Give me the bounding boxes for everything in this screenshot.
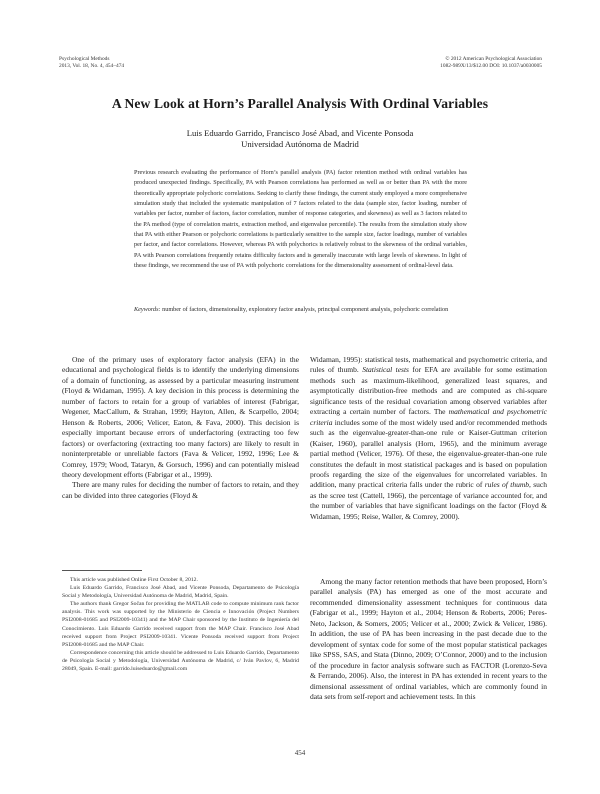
body-column-left [62, 355, 299, 501]
page-number: 454 [294, 749, 306, 757]
footnote: This article was published Online First October 8, 2012. [70, 577, 198, 583]
body-text: , such as the scree test (Cattell, 1966), the percentage of variance accounted for, and the number of variables that have significant loadings on the factor (Floyd & Widaman, 1995; Reise, Waller, & Comrey, 2000). [310, 480, 547, 521]
doi-line: 1082-989X/13/$12.00 DOI: 10.1037/a0030005 [440, 63, 542, 69]
author-names: Luis Eduardo Garrido, Francisco José Abad, and Vicente Ponsoda [186, 128, 414, 138]
body-paragraph: There are many rules for deciding the number of factors to retain, and they can be divided into three categories (Floyd & [62, 480, 299, 500]
journal-volume: 2013, Vol. 18, No. 4, 454–474 [59, 63, 125, 69]
body-text: includes some of the most widely used and/or recommended methods such as the eigenvalue-greater-than-one rule or Kaiser-Guttman criterion (Kaiser, 1960), parallel analysis (Horn, 1965), and the minimum average partial method (Velicer, 1976). Of these, the eigenvalue-greater-than-one rule constitutes the default in most statistical packages and is based on population proofs regarding the size of the eigenvalues for uncorrelated variables. In addition, many practical criteria falls under the rubric of [310, 417, 547, 490]
running-header-right [440, 56, 542, 70]
keywords-text: number of factors, dimensionality, exploratory factor analysis, principal component analysis, polychoric correlation [162, 306, 449, 313]
author-block [0, 128, 600, 150]
body-paragraph [310, 355, 547, 522]
body-emphasis: rules of thumb [484, 480, 530, 490]
journal-name: Psychological Methods [59, 56, 110, 62]
footnotes [62, 576, 299, 673]
footnote-divider [62, 570, 142, 571]
body-text: Widaman, 1995): statistical tests, mathematical and psychometric criteria, and rules of thumb. [310, 355, 547, 375]
footnote: The authors thank Gregor Sočan for providing the MATLAB code to compute minimum rank factor analysis. This work was supported by the Ministerio de Ciencia e Innovación (Project Numbers PSI2008-01685 and PSI2009-10341) and the MAP Chair sponsored by the Instituto de Ingeniería del Conocimiento. Luis Eduardo Garrido received support from the MAP Chair. Francisco José Abad received support from Project PSI2009-10341. Vicente Ponsoda received support from Project PSI2008-01685 and the MAP Chair. [62, 601, 299, 648]
article-title: A New Look at Horn’s Parallel Analysis With Ordinal Variables [111, 96, 489, 111]
body-column-right-bottom [310, 577, 547, 702]
body-column-right-top [310, 355, 547, 522]
keywords [134, 305, 467, 315]
abstract: Previous research evaluating the performance of Horn’s parallel analysis (PA) factor retention method with ordinal variables has produced unexpected findings. Specifically, PA with Pearson correlations has performed as well as or better than PA with the more theoretically appropriate polychoric correlations. Seeking to clarify these findings, the current study employed a more comprehensive simulation study that included the systematic manipulation of 7 factors related to the data (sample size, factor loading, number of variables per factor, number of factors, factor correlation, number of response categories, and skewness) as well as 3 factors related to the PA method (type of correlation matrix, extraction method, and eigenvalue percentile). The results from the simulation study show that PA with either Pearson or polychoric correlations is particularly sensitive to the sample size, factor loadings, number of variables per factor, and factor correlations. However, whereas PA with polychorics is relatively robust to the skewness of the ordinal variables, PA with Pearson correlations frequently retains difficulty factors and is generally inaccurate with large levels of skewness. In light of these findings, we recommend the use of PA with polychoric correlations for the dimensionality assessment of ordinal-level data. [134, 169, 467, 270]
running-header-left [59, 56, 124, 70]
body-emphasis: mathematical and psychometric criteria [310, 407, 547, 427]
body-paragraph: One of the primary uses of exploratory factor analysis (EFA) in the educational and psychological fields is to identify the underlying dimensions of a domain of functioning, as assessed by a particular measuring instrument (Floyd & Widaman, 1995). A key decision in this process is determining the number of factors to retain for a group of variables of interest (Fabrigar, Wegener, MacCallum, & Strahan, 1999; Hayton, Allen, & Scarpello, 2004; Henson & Roberts, 2006; Velicer, Eaton, & Fava, 2000). This decision is especially important because errors of underfactoring (extracting too few factors) or overfactoring (extracting too many factors) are likely to result in noninterpretable or unreliable factors (Fava & Velicer, 1992, 1996; Lee & Comrey, 1979; Wood, Tataryn, & Gorsuch, 1996) and can potentially mislead theory development efforts (Fabrigar et al., 1999). [62, 355, 299, 479]
body-paragraph: Among the many factor retention methods that have been proposed, Horn’s parallel analysis (PA) has emerged as one of the most accurate and recommended dimensionality assessment techniques for continuous data (Fabrigar et al., 1999; Hayton et al., 2004; Henson & Roberts, 2006; Peres-Neto, Jackson, & Somers, 2005; Velicer et al., 2000; Zwick & Velicer, 1986). In addition, the use of PA has been increasing in the past decade due to the development of syntax code for some of the most popular statistical packages like SPSS, SAS, and Stata (Dinno, 2009; O’Connor, 2000) and to the inclusion of the procedure in factor analysis software such as FACTOR (Lorenzo-Seva & Ferrando, 2006). Also, the interest in PA has extended in recent years to the dimensional assessment of ordinal variables, which are commonly found in data sets from self-report and achievement tests. In this [310, 577, 547, 701]
author-affiliation: Universidad Autónoma de Madrid [241, 139, 359, 149]
body-emphasis: Statistical tests [362, 365, 409, 375]
copyright-line: © 2012 American Psychological Association [445, 56, 542, 62]
body-text: for EFA are available for some estimation methods such as maximum-likelihood, generalized least squares, and asymptotically distribution-free methods and are computed as chi-square significance tests of the residual covariation among observed variables after extracting a certain number of factors. The [310, 365, 547, 417]
footnote: Luis Eduardo Garrido, Francisco José Abad, and Vicente Ponsoda, Departamento de Psicología Social y Metodología, Universidad Autónoma de Madrid, Madrid, Spain. [62, 585, 299, 600]
keywords-label: Keywords: [134, 306, 161, 313]
footnote: Correspondence concerning this article should be addressed to Luis Eduardo Garrido, Departamento de Psicología Social y Metodología, Universidad Autónoma de Madrid, c/ Iván Pavlov, 6, Madrid 28049, Spain. E-mail: garrido.luiseduardo@gmail.com [62, 649, 299, 673]
